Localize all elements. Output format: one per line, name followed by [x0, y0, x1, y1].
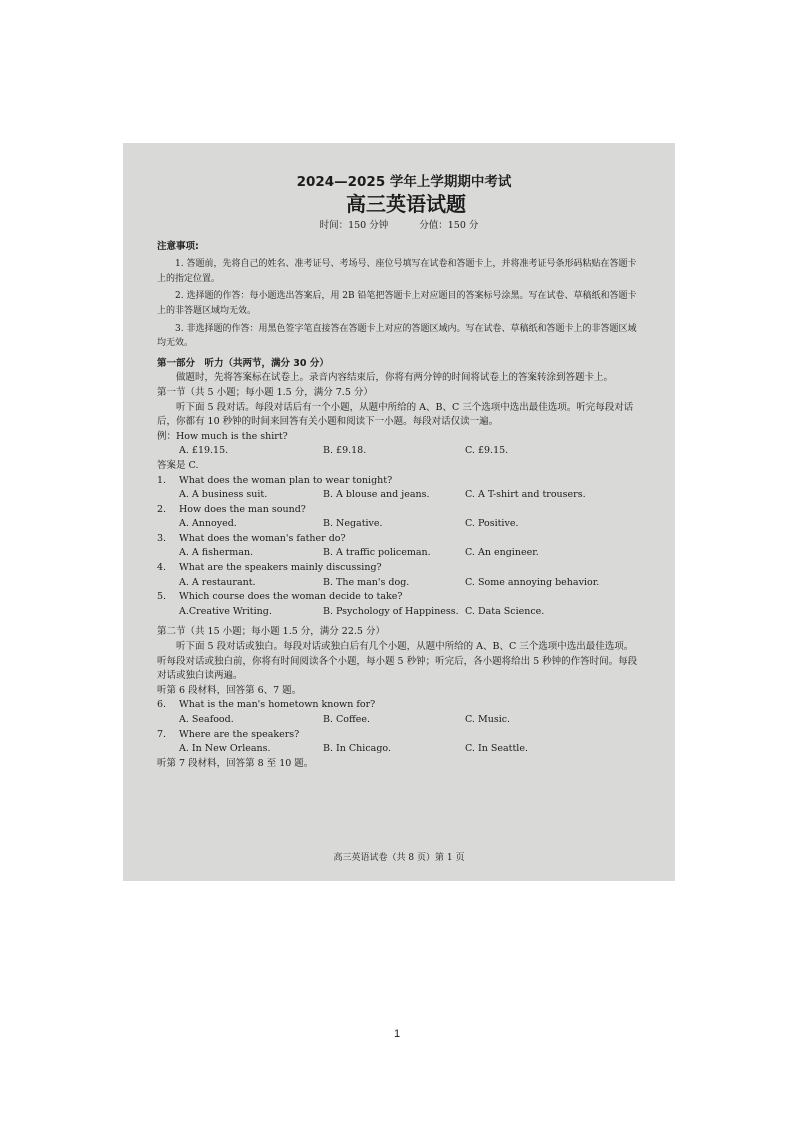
- section2-intro: 听下面 5 段对话或独白。每段对话或独白后有几个小题，从题中所给的 A、B、C 三个选项中选出最佳选项。听每段对话或独白前，你将有时间阅读各个小题，每小题 5 秒钟；听完后，各小题将给出 5 秒钟的作答时间。每段对话或独白读两遍。: [157, 641, 638, 682]
- option-c: C. Music.: [465, 714, 511, 725]
- part1-intro: 做题时，先将答案标在试卷上。录音内容结束后，你将有两分钟的时间将试卷上的答案转涂到答题卡上。: [176, 372, 614, 384]
- notice-item: 1. 答题前，先将自己的姓名、准考证号、考场号、座位号填写在试卷和答题卡上，并将准考证号条形码粘贴在答题卡上的指定位置。: [157, 259, 637, 284]
- question: 6. What is the man's hometown known for?: [157, 699, 376, 711]
- exam-time: 时间：150 分钟: [319, 220, 389, 231]
- scanned-exam-page: [123, 143, 675, 881]
- option-a: A. £19.15.: [179, 445, 229, 457]
- option-c: C. Positive.: [465, 518, 519, 530]
- question-options: [157, 546, 641, 561]
- option-c: C. £9.15.: [465, 445, 509, 457]
- example-answer: 答案是 C.: [157, 459, 199, 471]
- option-a: A.Creative Writing.: [179, 605, 272, 617]
- option-b: B. A blouse and jeans.: [323, 489, 430, 501]
- option-c: C. Data Science.: [465, 605, 545, 617]
- material-7-instruction: 听第 7 段材料，回答第 8 至 10 题。: [157, 757, 314, 769]
- option-b: B. A traffic policeman.: [323, 547, 431, 559]
- question: 5. Which course does the woman decide to take?: [157, 591, 403, 603]
- option-b: B. Coffee.: [323, 714, 371, 725]
- exam-score: 分值：150 分: [419, 220, 479, 231]
- exam-subtitle: 高三英语试题: [346, 192, 466, 216]
- exam-meta: [157, 219, 641, 234]
- option-a: A. In New Orleans.: [179, 743, 271, 755]
- notice-item: 2. 选择题的作答：每小题选出答案后，用 2B 铅笔把答题卡上对应题目的答案标号涂黑。写在试卷、草稿纸和答题卡上的非答题区域均无效。: [157, 291, 637, 316]
- example-question: 例：How much is the shirt?: [157, 430, 288, 442]
- option-a: A. A fisherman.: [179, 547, 254, 559]
- option-c: C. An engineer.: [465, 547, 539, 559]
- section2-heading: 第二节（共 15 小题；每小题 1.5 分，满分 22.5 分）: [157, 626, 385, 638]
- question: 7. Where are the speakers?: [157, 728, 300, 740]
- question-options: [157, 517, 641, 532]
- notice-heading: 注意事项:: [157, 240, 199, 252]
- page-number: 1: [393, 1028, 401, 1040]
- question: 3. What does the woman's father do?: [157, 532, 346, 544]
- question-options: [157, 742, 641, 757]
- option-b: B. Negative.: [323, 518, 383, 530]
- question: 1. What does the woman plan to wear tonight?: [157, 474, 393, 486]
- option-b: B. £9.18.: [323, 445, 367, 457]
- option-b: B. In Chicago.: [323, 743, 391, 755]
- option-b: B. The man's dog.: [323, 576, 410, 588]
- question-options: [157, 713, 641, 728]
- material-6-instruction: 听第 6 段材料，回答第 6、7 题。: [157, 684, 302, 696]
- option-c: C. A T-shirt and trousers.: [465, 489, 586, 501]
- part1-heading: 第一部分 听力（共两节，满分 30 分）: [157, 357, 329, 369]
- option-a: A. Annoyed.: [179, 518, 237, 530]
- section1-intro: 听下面 5 段对话。每段对话后有一个小题，从题中所给的 A、B、C 三个选项中选出最佳选项。听完每段对话后，你都有 10 秒钟的时间来回答有关小题和阅读下一小题。每段对话仅读一遍。: [157, 401, 634, 428]
- page-footer: 高三英语试卷（共 8 页）第 1 页: [333, 853, 465, 863]
- option-a: A. Seafood.: [179, 714, 234, 725]
- option-c: C. In Seattle.: [465, 743, 528, 755]
- question-options: [157, 605, 641, 620]
- option-c: C. Some annoying behavior.: [465, 576, 600, 588]
- question-options: [157, 488, 641, 503]
- option-a: A. A business suit.: [179, 489, 268, 501]
- question: 2. How does the man sound?: [157, 503, 306, 515]
- question-options: [157, 576, 641, 591]
- option-b: B. Psychology of Happiness.: [323, 605, 459, 617]
- notice-item: 3. 非选择题的作答：用黑色签字笔直接答在答题卡上对应的答题区域内。写在试卷、草稿纸和答题卡上的非答题区域均无效。: [157, 323, 637, 349]
- section1-heading: 第一节（共 5 小题；每小题 1.5 分，满分 7.5 分）: [157, 386, 373, 398]
- example-options: [157, 444, 641, 459]
- question: 4. What are the speakers mainly discussing?: [157, 562, 382, 574]
- exam-title: 2024—2025 学年上学期期中考试: [296, 174, 512, 190]
- option-a: A. A restaurant.: [179, 576, 256, 588]
